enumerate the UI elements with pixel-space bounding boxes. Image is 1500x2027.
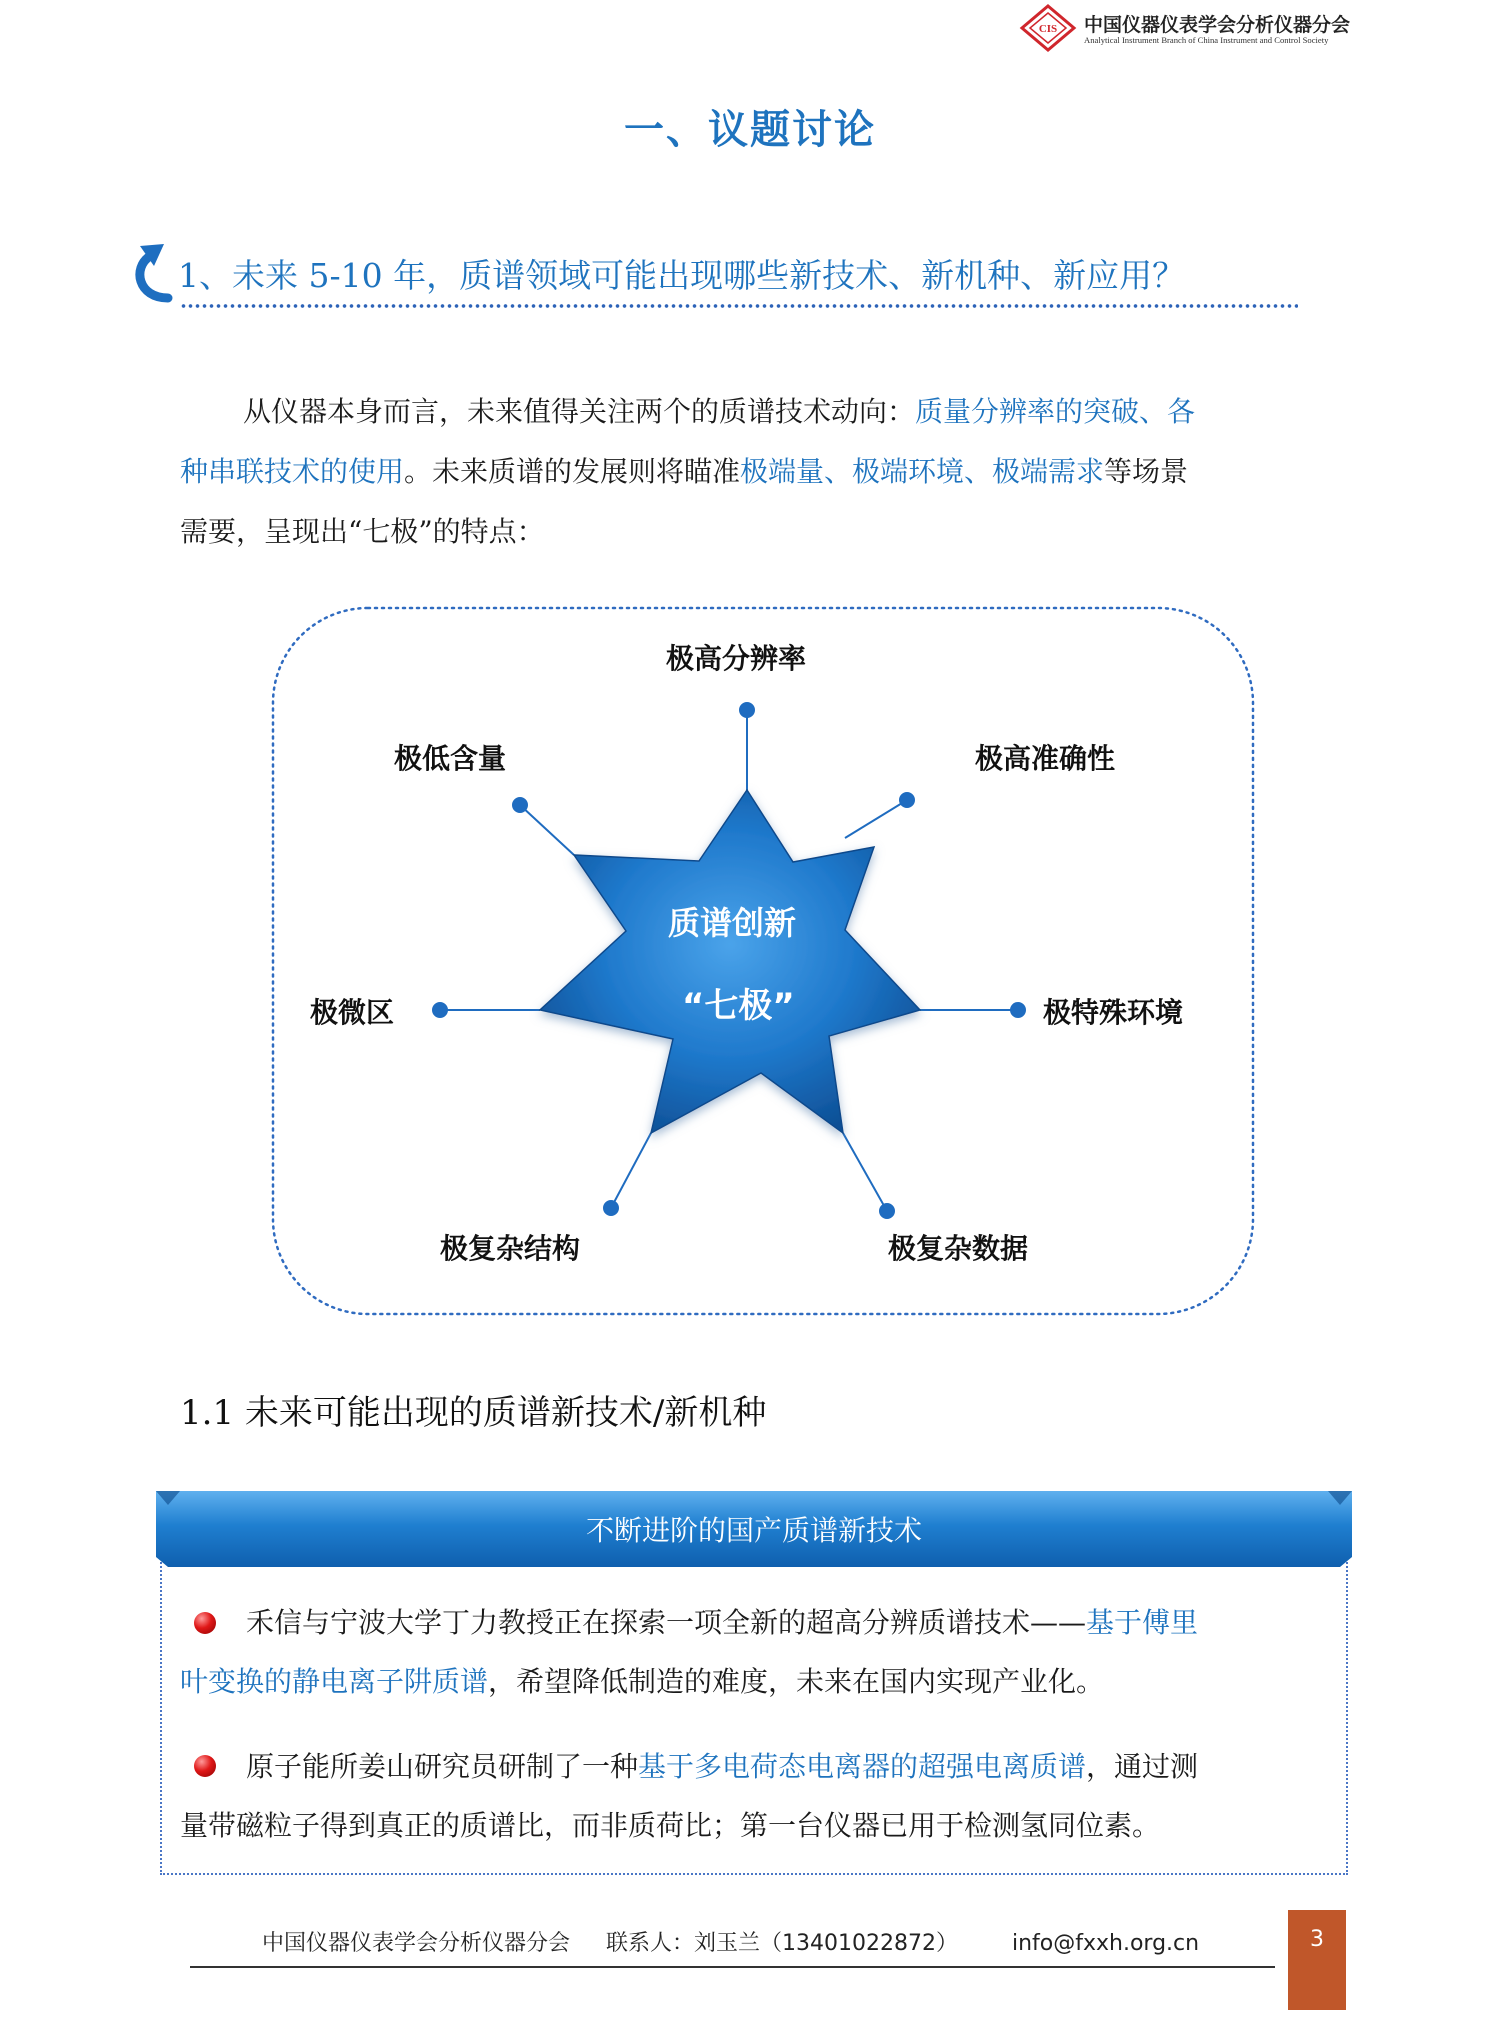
footer-divider: [190, 1966, 1275, 1968]
question-title: 1、未来 5-10 年，质谱领域可能出现哪些新技术、新机种、新应用？: [178, 256, 1186, 295]
curved-arrow-icon: [128, 238, 180, 310]
list-item: [180, 1737, 1330, 1855]
footer-email[interactable]: info@fxxh.org.cn: [1011, 1931, 1200, 1956]
intro-paragraph: [180, 382, 1330, 562]
item-highlight: 叶变换的静电离子阱质谱: [180, 1665, 489, 1698]
item-highlight: 基于傅里: [1086, 1606, 1199, 1639]
intro-line-3: 需要，呈现出“七极”的特点：: [180, 515, 545, 548]
star-subtitle: “七极”: [682, 986, 795, 1026]
node-high-accuracy: 极高准确性: [975, 742, 1116, 775]
node-dot: [900, 793, 914, 807]
list-item: [180, 1593, 1330, 1711]
intro-highlight: 种串联技术的使用: [180, 455, 405, 488]
node-micro-area: 极微区: [310, 996, 395, 1029]
node-dot: [604, 1201, 618, 1215]
footer-org: 中国仪器仪表学会分析仪器分会: [262, 1931, 571, 1956]
intro-text: 等场景: [1104, 455, 1189, 488]
node-complex-structure: 极复杂结构: [440, 1232, 581, 1265]
star-title: 质谱创新: [668, 904, 797, 942]
intro-highlight: 极端量、极端环境、极端需求: [740, 455, 1105, 488]
dotted-divider: [180, 303, 1298, 309]
node-special-environment: 极特殊环境: [1043, 996, 1184, 1029]
section-heading: 1.1 未来可能出现的质谱新技术/新机种: [180, 1393, 767, 1433]
item-text: ，希望降低制造的难度，未来在国内实现产业化。: [488, 1665, 1105, 1698]
node-dot: [880, 1204, 894, 1218]
intro-text: 从仪器本身而言，未来值得关注两个的质谱技术动向：: [243, 395, 916, 428]
node-dot: [513, 798, 527, 812]
org-name-en: Analytical Instrument Branch of China Instrument and Control Society: [1084, 35, 1329, 45]
intro-line-2: [180, 442, 1330, 502]
node-complex-data: 极复杂数据: [888, 1232, 1029, 1265]
node-dot: [433, 1003, 447, 1017]
info-box-title: 不断进阶的国产质谱新技术: [585, 1514, 922, 1547]
footer: [262, 1926, 1199, 1957]
item-text: 禾信与宁波大学丁力教授正在探索一项全新的超高分辨质谱技术——: [246, 1606, 1087, 1639]
item-highlight: 基于多电荷态电离器的超强电离质谱: [638, 1750, 1087, 1783]
info-box: [160, 1495, 1348, 1875]
item-text: 原子能所姜山研究员研制了一种: [246, 1750, 639, 1783]
node-low-content: 极低含量: [394, 742, 507, 775]
star-shape: [540, 790, 920, 1133]
item-text: 量带磁粒子得到真正的质谱比，而非质荷比；第一台仪器已用于检测氢同位素。: [180, 1809, 1161, 1842]
page-title: 一、议题讨论: [624, 106, 876, 153]
item-text: ，通过测: [1086, 1750, 1199, 1783]
intro-line-1: [180, 382, 1330, 442]
org-name: 中国仪器仪表学会分析仪器分会: [1084, 14, 1351, 36]
node-high-resolution: 极高分辨率: [666, 642, 807, 675]
seven-extremes-diagram: [270, 605, 1256, 1317]
node-dot: [1011, 1003, 1025, 1017]
logo-text: CIS: [1038, 23, 1058, 35]
diagram-graphics: [270, 605, 1256, 1317]
intro-text: 。未来质谱的发展则将瞄准: [404, 455, 741, 488]
org-logo: [1018, 4, 1351, 54]
cis-logo-icon: [1018, 4, 1078, 52]
intro-highlight: 质量分辨率的突破、各: [915, 395, 1196, 428]
node-dot: [740, 703, 754, 717]
footer-contact: 联系人：刘玉兰（13401022872）: [606, 1931, 958, 1956]
page-number: 3: [1288, 1910, 1346, 2010]
